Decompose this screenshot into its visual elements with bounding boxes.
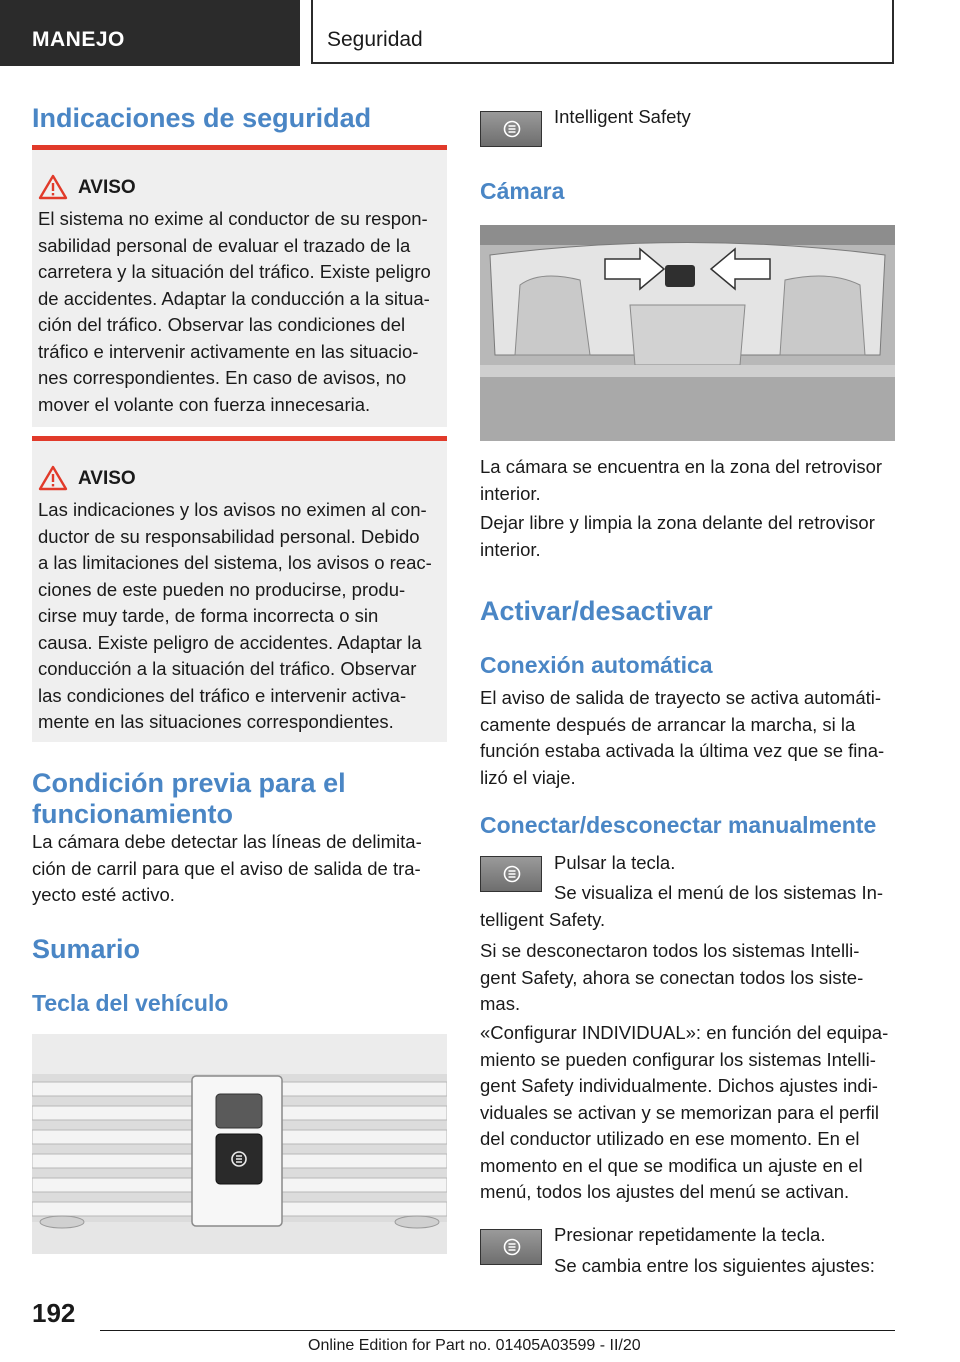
vehicle-key-photo (32, 1034, 447, 1254)
subsection-title: Seguridad (327, 28, 423, 51)
cycle-text: Se cambia entre los siguientes ajustes: (554, 1255, 875, 1276)
warning-triangle-icon (38, 465, 68, 491)
warning-triangle-icon (38, 174, 68, 200)
heading-vehicle-key: Tecla del vehículo (32, 990, 229, 1016)
page-number: 192 (32, 1298, 76, 1328)
individual-text: «Configurar INDIVIDUAL»: en función del equipa- miento se pueden configurar los sistemas Intelli- gent Safety individualmente. Dichos ajustes indi- viduales se activan y se memorizan para el perfil del conductor utilizado en ese momento. En el momento en el que se modifica un ajuste en el menú, todos los ajustes del menú se activan. (480, 1022, 889, 1202)
section-tab (0, 0, 300, 66)
warning-text: El sistema no exime al conductor de su respon- sabilidad personal de evaluar el trazado de la carretera y la situación del tráfico. Existe peligro de accidentes. Adaptar la conducción a la situa- ción del tráfico. Observar las condiciones del tráfico e intervenir activamente en las situacio- nes correspondientes. En caso de avisos, no mover el volante con fuerza innecesaria. (38, 208, 431, 415)
camera-clean-text: Dejar libre y limpia la zona delante del retrovisor interior. (480, 512, 875, 560)
heading-safety: Indicaciones de seguridad (32, 103, 372, 133)
warning-box-1 (32, 145, 447, 427)
section-title: MANEJO (32, 28, 125, 51)
heading-camera: Cámara (480, 178, 565, 204)
edition-footer: Online Edition for Part no. 01405A03599 - II/20 (308, 1337, 641, 1354)
camera-location-text: La cámara se encuentra en la zona del retrovisor interior. (480, 456, 883, 504)
warning-label: AVISO (78, 177, 136, 198)
heading-auto: Conexión automática (480, 652, 713, 678)
intelligent-safety-key-icon (480, 111, 542, 147)
press-repeat-text: Presionar repetidamente la tecla. (554, 1224, 826, 1245)
warning-label: AVISO (78, 468, 136, 489)
subsection-tab (311, 0, 894, 64)
intelligent-safety-key-icon (480, 1229, 542, 1265)
heading-precondition: Condición previa para el funcionamiento (32, 768, 346, 829)
warning-box-2 (32, 436, 447, 742)
safety-symbol-icon (503, 1238, 521, 1256)
key-label: Intelligent Safety (554, 106, 691, 127)
camera-photo (480, 225, 895, 441)
press-key-text: Pulsar la tecla. (554, 852, 676, 873)
auto-text: El aviso de salida de trayecto se activa automáti- camente después de arrancar la marcha, si la función estaba activada la última vez que se fina- lizó el viaje. (480, 687, 885, 788)
heading-summary: Sumario (32, 934, 141, 964)
menu-text: Se visualiza el menú de los sistemas In- telligent Safety. (480, 882, 884, 930)
disconnected-text: Si se desconectaron todos los sistemas Intelli- gent Safety, ahora se conectan todos los siste- mas. (480, 940, 864, 1014)
safety-symbol-icon (503, 120, 521, 138)
warning-text: Las indicaciones y los avisos no eximen al con- ductor de su responsabilidad personal. Debido a las limitaciones del sistema, los avisos o reac- ciones de este pueden no producirse, produ- cirse muy tarde, de forma incorrecta o sin causa. Existe peligro de accidentes. Adaptar la conducción a la situación del tráfico. Observar las condiciones del tráfico e intervenir activa- mente en las situaciones correspondientes. (38, 499, 432, 732)
heading-activate: Activar/desactivar (480, 596, 713, 626)
heading-manual: Conectar/desconectar manualmente (480, 812, 877, 838)
precondition-text: La cámara debe detectar las líneas de delimita- ción de carril para que el aviso de salida de tra- yecto esté activo. (32, 831, 422, 905)
footer-divider (100, 1330, 895, 1331)
